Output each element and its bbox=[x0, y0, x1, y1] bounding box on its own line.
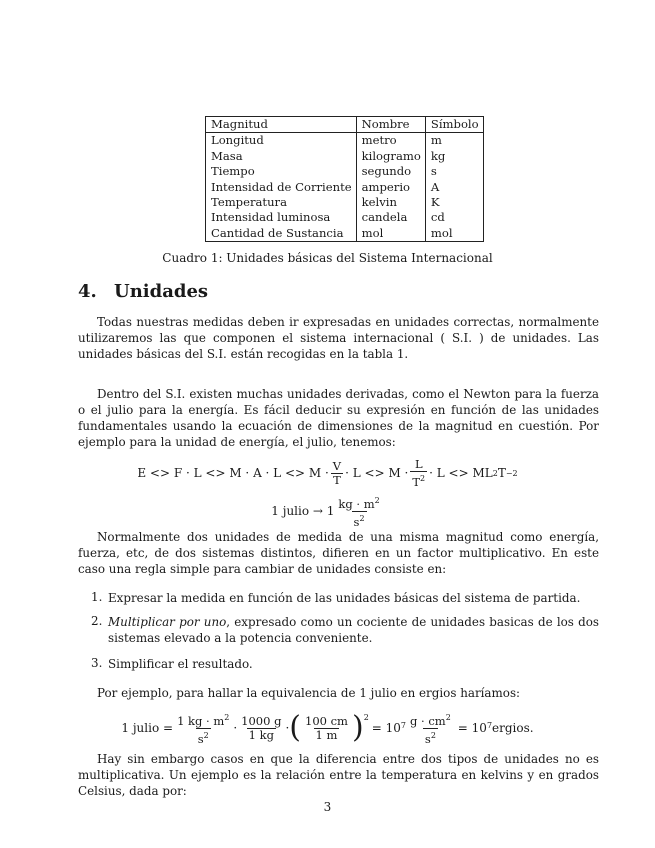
table-cell: K bbox=[425, 195, 483, 210]
fraction-numerator bbox=[175, 711, 231, 728]
paragraph-text: Hay sin embargo casos en que la diferencia entre dos tipos de unidades no es multiplicativa. Un ejemplo es la relación entre la temperatura en kelvins y en grados Celsius, dada por: bbox=[78, 752, 599, 798]
list-item-number: 3. bbox=[91, 656, 103, 670]
table-cell: Masa bbox=[206, 149, 357, 164]
fraction-numerator bbox=[408, 711, 453, 728]
fraction bbox=[336, 494, 381, 529]
eq-text: E <> F · L <> M · A · L <> M · bbox=[137, 466, 329, 481]
exponent: 2 bbox=[430, 730, 436, 740]
table-row bbox=[206, 164, 484, 179]
list-item-number: 1. bbox=[91, 590, 103, 604]
page-number: 3 bbox=[323, 800, 332, 814]
section-number: 4. bbox=[78, 281, 97, 302]
paragraph-5 bbox=[78, 751, 599, 799]
table-row bbox=[206, 210, 484, 225]
table-cell: Tiempo bbox=[206, 164, 357, 179]
exponent: 2 bbox=[374, 496, 380, 505]
list-item: Expresar la medida en función de las unidades básicas del sistema de partida. bbox=[108, 591, 581, 605]
eq-text: = 10 bbox=[371, 721, 401, 736]
si-units-table bbox=[205, 116, 484, 242]
table-cell: Cantidad de Sustancia bbox=[206, 226, 357, 242]
paragraph-1 bbox=[78, 314, 599, 362]
eq-text: · L <> ML bbox=[429, 466, 493, 481]
paragraph-text: Dentro del S.I. existen muchas unidades derivadas, como el Newton para la fuerza o el julio para la energía. Es fácil deducir su expresión en función de las unidades fundamentales usando la ecuación de dimensiones de la magnitud en cuestión. Por ejemplo para la unidad de energía, el julio, tenemos: bbox=[78, 387, 599, 449]
denominator-base: s bbox=[353, 514, 360, 529]
table-row bbox=[206, 180, 484, 195]
table-cell: Intensidad luminosa bbox=[206, 210, 357, 225]
numerator-base: g · cm bbox=[410, 713, 446, 728]
table-cell: kilogramo bbox=[356, 149, 425, 164]
section-title: Unidades bbox=[114, 281, 209, 302]
table-cell: Intensidad de Corriente bbox=[206, 180, 357, 195]
fraction bbox=[408, 711, 453, 746]
paragraph-3 bbox=[78, 529, 599, 577]
table-header-row bbox=[206, 117, 484, 133]
table-cell: Longitud bbox=[206, 133, 357, 149]
table-cell: candela bbox=[356, 210, 425, 225]
eq-text: T bbox=[497, 466, 506, 481]
fraction-denominator bbox=[410, 471, 427, 489]
eq-dot: · bbox=[285, 721, 290, 736]
exponent: 7 bbox=[400, 721, 407, 730]
table-cell: segundo bbox=[356, 164, 425, 179]
list-item-number: 2. bbox=[91, 614, 103, 628]
paragraph-text: Todas nuestras medidas deben ir expresadas en unidades correctas, normalmente utilizaremos las que componen el sistema internacional ( S.I. ) de unidades. Las unidades básicas del S.I. están recogidas en la tabla 1. bbox=[78, 315, 599, 361]
fraction-numerator bbox=[336, 494, 381, 511]
table-row bbox=[206, 149, 484, 164]
table-header-cell: Magnitud bbox=[206, 117, 357, 133]
denominator-base: s bbox=[197, 731, 204, 746]
numerator-base: kg · m bbox=[338, 496, 375, 511]
exponent: 2 bbox=[363, 713, 369, 722]
table-cell: kelvin bbox=[356, 195, 425, 210]
fraction bbox=[175, 711, 231, 746]
eq-text: 1 julio = bbox=[121, 721, 174, 736]
equation-conversion bbox=[0, 711, 655, 746]
fraction-numerator: V bbox=[332, 458, 342, 473]
right-paren: ) bbox=[351, 710, 364, 746]
table-cell: metro bbox=[356, 133, 425, 149]
table-header-cell: Nombre bbox=[356, 117, 425, 133]
fraction-numerator: 100 cm bbox=[305, 713, 348, 728]
exponent: 2 bbox=[420, 474, 426, 483]
fraction-denominator: 1 m bbox=[315, 727, 338, 742]
table-cell: s bbox=[425, 164, 483, 179]
numerator-base: 1 kg · m bbox=[177, 713, 225, 728]
paragraph-text: Por ejemplo, para hallar la equivalencia de 1 julio en ergios haríamos: bbox=[97, 686, 521, 700]
fraction-denominator bbox=[423, 728, 438, 746]
exponent: 2 bbox=[203, 730, 209, 740]
table-cell: mol bbox=[425, 226, 483, 242]
fraction-numerator: 1000 g bbox=[241, 713, 282, 728]
exponent: 2 bbox=[492, 468, 498, 478]
fraction-denominator: T bbox=[333, 472, 341, 487]
equation-julio bbox=[0, 494, 655, 529]
paragraph-text: Normalmente dos unidades de medida de una misma magnitud como energía, fuerza, etc, de dos sistemas distintos, difieren en un factor multiplicativo. En este caso una regla simple para cambiar de unidades consiste en: bbox=[78, 530, 599, 576]
eq-text: ergios. bbox=[492, 721, 534, 736]
exponent: 2 bbox=[445, 713, 451, 722]
fraction bbox=[303, 715, 350, 742]
left-paren: ( bbox=[289, 710, 302, 746]
table-cell: kg bbox=[425, 149, 483, 164]
exponent: 2 bbox=[359, 513, 365, 523]
table-cell: A bbox=[425, 180, 483, 195]
list-item: Simplificar el resultado. bbox=[108, 657, 253, 671]
denominator-base: s bbox=[424, 731, 431, 746]
table-cell: cd bbox=[425, 210, 483, 225]
denominator-base: T bbox=[412, 474, 421, 489]
equation-dimensions bbox=[0, 458, 655, 489]
exponent: 7 bbox=[486, 721, 493, 730]
paragraph-4 bbox=[78, 685, 599, 701]
fraction bbox=[239, 715, 283, 742]
table-cell: m bbox=[425, 133, 483, 149]
eq-text: = 10 bbox=[457, 721, 487, 736]
exponent: −2 bbox=[505, 468, 518, 478]
fraction-denominator bbox=[352, 511, 367, 529]
paragraph-2 bbox=[78, 386, 599, 450]
table-caption: Cuadro 1: Unidades básicas del Sistema Internacional bbox=[162, 251, 493, 265]
fraction bbox=[410, 458, 427, 489]
table-row bbox=[206, 195, 484, 210]
fraction-denominator: 1 kg bbox=[248, 727, 274, 742]
table-row bbox=[206, 133, 484, 149]
list-item bbox=[108, 614, 599, 646]
table-row bbox=[206, 226, 484, 242]
eq-text: · L <> M · bbox=[345, 466, 409, 481]
fraction bbox=[331, 460, 343, 487]
exponent: 2 bbox=[224, 713, 230, 722]
emphasis: Multiplicar por uno bbox=[108, 615, 227, 629]
table-cell: amperio bbox=[356, 180, 425, 195]
eq-dot: · bbox=[233, 721, 238, 736]
eq-text: 1 julio → 1 bbox=[271, 504, 335, 519]
table-cell: mol bbox=[356, 226, 425, 242]
table-header-cell: Símbolo bbox=[425, 117, 483, 133]
table-cell: Temperatura bbox=[206, 195, 357, 210]
fraction-numerator: L bbox=[414, 457, 423, 471]
fraction-denominator bbox=[196, 728, 211, 746]
list-item-text: , expresado como un cociente de unidades basicas de los dos sistemas elevado a la potencia conveniente. bbox=[108, 615, 600, 645]
